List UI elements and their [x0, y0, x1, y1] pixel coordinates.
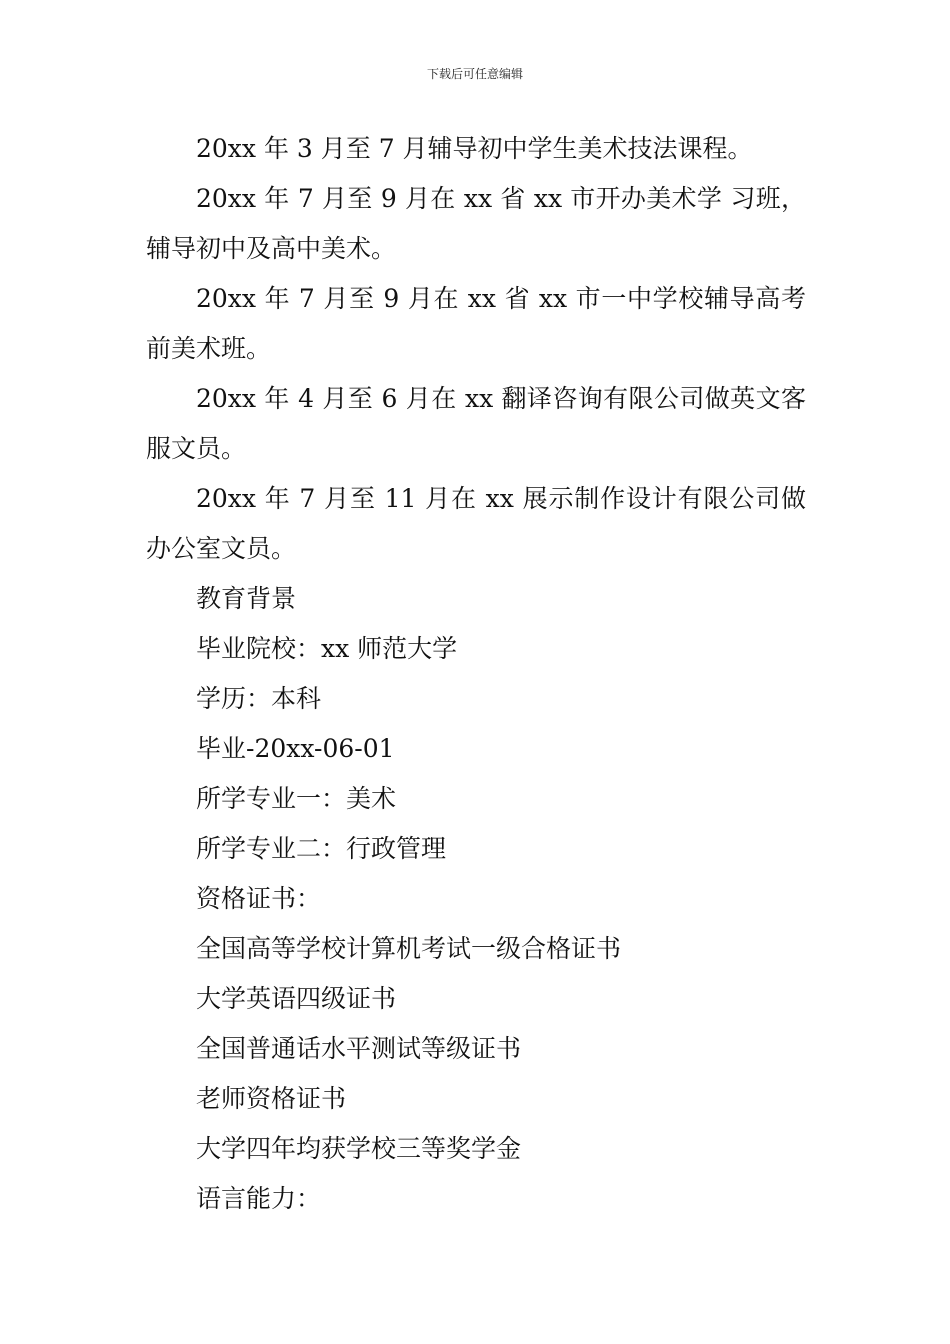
certificate-item: 大学四年均获学校三等奖学金	[196, 1134, 522, 1163]
certificate-item: 老师资格证书	[196, 1084, 347, 1113]
education-degree: 学历：本科	[196, 684, 322, 713]
document-body	[146, 124, 806, 1224]
education-graduation: 毕业-20xx-06-01	[196, 734, 395, 763]
education-heading: 教育背景	[196, 584, 297, 613]
work-experience-item: 20xx 年 7 月至 9 月在 xx 省 xx 市一中学校辅导高考前美术班。	[146, 284, 806, 363]
certificate-item: 全国高等学校计算机考试一级合格证书	[196, 934, 622, 963]
work-experience-item: 20xx 年 4 月至 6 月在 xx 翻译咨询有限公司做英文客服文员。	[146, 384, 806, 463]
education-major-1: 所学专业一：美术	[196, 784, 397, 813]
certificates-heading: 资格证书：	[196, 884, 322, 913]
education-major-2: 所学专业二：行政管理	[196, 834, 447, 863]
certificate-item: 全国普通话水平测试等级证书	[196, 1034, 522, 1063]
work-experience-item: 20xx 年 7 月至 9 月在 xx 省 xx 市开办美术学 习班，辅导初中及高中美术。	[146, 184, 806, 263]
page-header: 下载后可任意编辑	[426, 67, 523, 81]
education-school: 毕业院校：xx 师范大学	[196, 634, 458, 663]
language-heading: 语言能力：	[196, 1184, 322, 1213]
work-experience-item: 20xx 年 7 月至 11 月在 xx 展示制作设计有限公司做办公室文员。	[146, 484, 806, 563]
certificate-item: 大学英语四级证书	[196, 984, 397, 1013]
work-experience-item: 20xx 年 3 月至 7 月辅导初中学生美术技法课程。	[196, 134, 753, 163]
